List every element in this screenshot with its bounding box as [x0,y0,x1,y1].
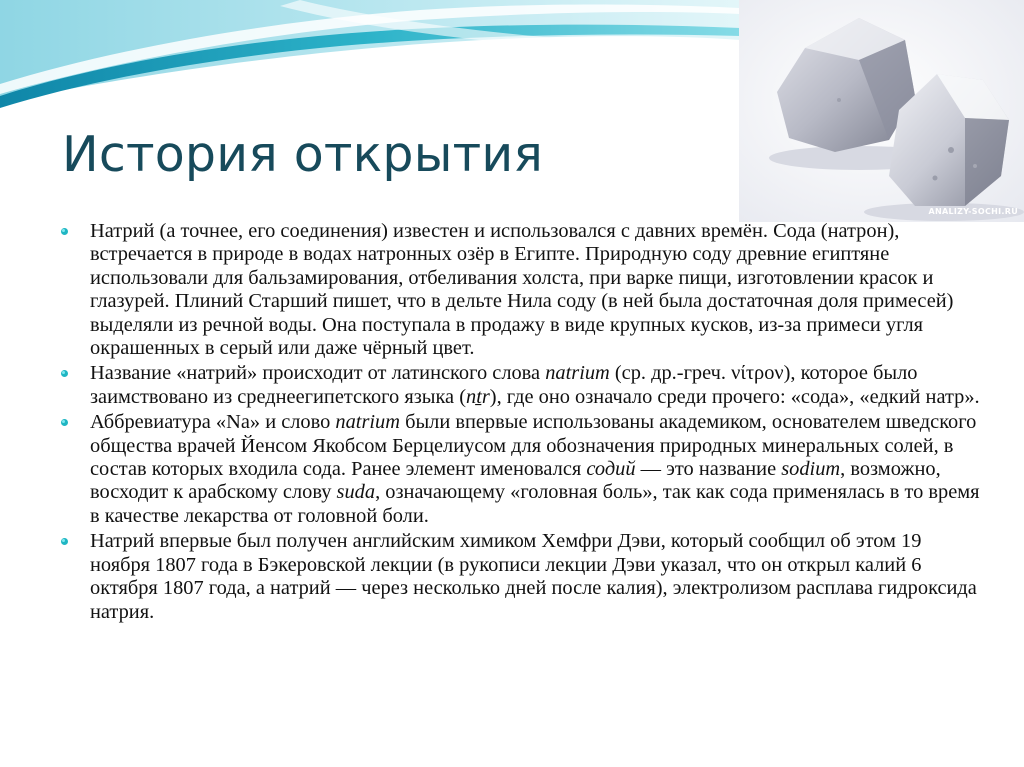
bullet-item-3 [55,411,980,528]
bullet-item-4 [55,530,980,624]
bullet-text-part: были впервые использованы академиком, основателем шведского общества врачей Йенсом Якобсом Берцелиусом для обозначения природных минеральных солей, в состав которых входила сода. Ранее элемент именовался [90,411,977,481]
bullet-item-2 [55,362,980,409]
bullet-text: Натрий впервые был получен английским химиком Хемфри Дэви, который сообщил об этом 19 ноября 1807 года в Бэкеровской лекции (в рукописи лекции Дэви указал, что он открыл калий 6 октября 1807 года, а натрий — через несколько дней после калия), электролизом расплава гидроксида натрия. [90,530,977,623]
bullet-dot-icon [61,370,68,377]
bullet-italic-term: natrium [545,362,610,385]
bullet-text-part: , означающему «головная боль», так как сода применялась в то время в качестве лекарства от головной боли. [90,481,980,527]
slide-content [55,220,980,626]
bullet-italic-term: содий [586,458,636,481]
image-watermark: ANALIZY-SOCHI.RU [928,207,1018,216]
bullet-dot-icon [61,228,68,235]
bullet-italic-term: suda [336,481,376,504]
bullet-italic-term: natrium [335,411,400,434]
bullet-italic-term: nṯr [466,385,490,408]
bullet-dot-icon [61,419,68,426]
bullet-text-part: ), где оно означало среди прочего: «сода», «едкий натр». [489,385,980,408]
bullet-dot-icon [61,538,68,545]
bullet-text-part: , возможно, восходит к арабскому слову [90,458,941,504]
slide-title: История открытия [62,126,544,183]
bullet-text-part: (ср. др.-греч. νίτρον), которое было заимствовано из среднеегипетского языка ( [90,362,918,408]
bullet-text-part: — это название [635,458,782,481]
bullet-item-1 [55,220,980,360]
bullet-text-part: Аббревиатура «Na» и слово [90,411,336,434]
sodium-rocks-photo [739,0,1024,222]
bullet-list [55,220,980,624]
bullet-text-part: Название «натрий» происходит от латинского слова [90,362,546,385]
bullet-text: Натрий (а точнее, его соединения) известен и использовался с давних времён. Сода (натрон), встречается в природе в водах натронных озёр в Египте. Природную соду древние египтяне использовали для бальзамирования, отбеливания холста, при варке пищи, изготовлении красок и глазурей. Плиний Старший пишет, что в дельте Нила соду (в ней была достаточная доля примесей) выделяли из речной воды. Она поступала в продажу в виде крупных кусков, из-за примеси угля окрашенных в серый или даже чёрный цвет. [90,220,954,360]
bullet-italic-term: sodium [781,458,841,481]
